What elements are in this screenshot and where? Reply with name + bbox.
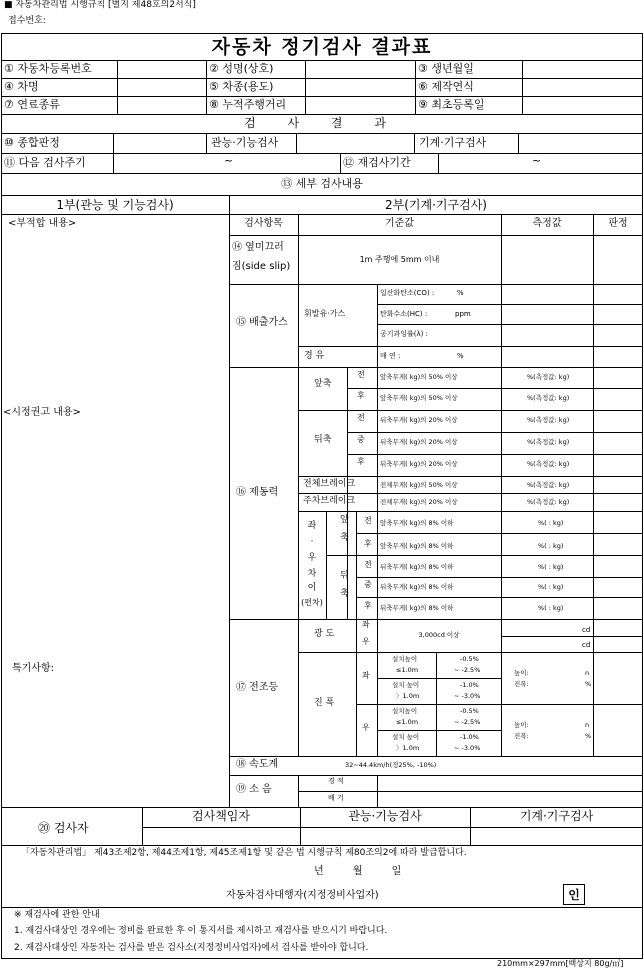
aim-r-height-unit: n <box>585 721 590 729</box>
lum-unit-2: cd <box>582 641 591 649</box>
field-model-year: ⑥ 제작연식 <box>418 80 474 93</box>
aim-right: 우 <box>362 723 370 732</box>
hc-unit: ppm <box>455 310 471 318</box>
seal-stamp: 인 <box>563 884 585 905</box>
std-rear-3: 뒤축무게( kg)의 20% 이상 <box>380 460 458 468</box>
lr-std-1: 앞축무게( kg)의 8% 이하 <box>380 519 454 527</box>
field-first-registration: ⑨ 최초등록일 <box>418 98 485 111</box>
next-inspection-tilde: ~ <box>224 154 234 167</box>
field-birth-date: ③ 생년월일 <box>418 62 474 75</box>
aim-r-h1a: 설치높이 <box>392 707 418 715</box>
part1-heading: 1부(관능 및 기능검사) <box>56 198 174 212</box>
lum-standard: 3,000cd 이상 <box>418 631 460 639</box>
std-rear-2: 뒤축무게( kg)의 20% 이상 <box>380 438 458 446</box>
col-standard: 기준값 <box>385 218 414 229</box>
parking-brake-std: 전체무게( kg)의 20% 이상 <box>380 498 458 506</box>
meas-rear-1: %(측정값: kg) <box>527 416 570 424</box>
chief-inspector-label: 검사책임자 <box>192 809 250 823</box>
issuer-label: 자동차검사대행자(지정정비사업자) <box>226 890 379 901</box>
sideslip-label: ⑭ 옆미끄러 <box>232 242 284 253</box>
lr-rear-axle-label-2: 축 <box>340 589 349 599</box>
sideslip-label-2: 짐(side slip) <box>232 261 291 272</box>
speedometer-label: ⑱ 속도계 <box>236 759 279 770</box>
lr-deviation: (편차) <box>301 598 323 607</box>
issuance-statement: 「자동차관리법」 제43조제2항, 제44조제1항, 제45조제1항 및 같은 법 시행규칙 제80조의2에 따라 발급합니다. <box>21 848 467 858</box>
meas-front-1: %(측정값: kg) <box>527 373 570 381</box>
total-brake-std: 전체무게( kg)의 50% 이상 <box>380 481 458 489</box>
field-vehicle-type: ⑤ 차종(용도) <box>209 80 274 93</box>
issue-date: 년 월 일 <box>314 866 402 877</box>
field-vehicle-name: ④ 차명 <box>4 80 39 93</box>
aim-r-h1b: ≤1.0m <box>396 718 419 726</box>
exhaust-noise-label: 배 기 <box>328 794 344 802</box>
aim-l-amp: 진폭: <box>514 680 529 688</box>
smoke-label: 매 연 : <box>380 352 401 360</box>
rear-axle-label: 뒤축 <box>314 435 332 445</box>
speedometer-standard: 32~44.4km/h(정25%, -10%) <box>345 761 437 769</box>
lum-left: 좌 <box>362 620 370 629</box>
aim-l-h1a: 설치높이 <box>392 655 418 663</box>
co-label: 일산화탄소(CO) : <box>380 289 435 297</box>
col-item: 검사항목 <box>244 218 283 229</box>
field-owner-name: ② 성명(상호) <box>209 62 274 75</box>
reinspection-period-label: ⑫ 재검사기간 <box>343 156 411 169</box>
aim-l-r2a: -1.0% <box>460 681 479 689</box>
aim-r-r1b: ~ -2.5% <box>454 718 481 726</box>
aim-left: 좌 <box>362 671 370 680</box>
lr-meas-5: %( : kg) <box>538 604 564 612</box>
lr-diff: 차 <box>307 569 317 579</box>
lr-meas-4: %( : kg) <box>538 583 564 591</box>
lr-front-axle-label: 앞 <box>340 515 349 525</box>
pos-mid: 중 <box>357 435 365 444</box>
lr-pos-2: 후 <box>364 539 372 548</box>
lr-pos-5: 후 <box>364 601 372 610</box>
brake-label: ⑯ 제동력 <box>236 487 279 498</box>
lr-front-axle-label-2: 축 <box>340 533 349 543</box>
machine-label: 기계·기구검사 <box>419 136 487 149</box>
aim-l-height-unit: n <box>585 669 590 677</box>
lr-std-4: 뒤축무게( kg)의 8% 이하 <box>380 583 454 591</box>
visual-function-label: 관능·기능검사 <box>211 136 279 149</box>
total-brake-label: 전체브레이크 <box>303 479 356 489</box>
overall-judgment-label: ⑩ 종합판정 <box>4 136 60 149</box>
aim-l-r2b: ~ -3.0% <box>454 692 481 700</box>
lum-right: 우 <box>362 637 370 646</box>
lr-meas-2: %( : kg) <box>538 542 564 550</box>
lr-pos-3: 전 <box>364 560 372 569</box>
col-measured: 측정값 <box>532 218 562 229</box>
luminance-label: 광 도 <box>314 629 335 639</box>
lr-meas-3: %( : kg) <box>538 563 564 571</box>
meas-rear-3: %(측정값: kg) <box>527 460 570 468</box>
notice-item-1: 1. 재검사대상인 경우에는 정비를 완료한 후 이 통지서를 제시하고 재검사를 받으시기 바랍니다. <box>14 926 388 936</box>
parking-brake-meas: %(측정값: kg) <box>527 498 570 506</box>
meas-rear-2: %(측정값: kg) <box>527 438 570 446</box>
aim-r-amp-unit: % <box>585 732 592 740</box>
parking-brake-label: 주차브레이크 <box>303 496 356 506</box>
notice-heading: ※ 재검사에 관한 안내 <box>14 910 100 920</box>
smoke-unit: % <box>457 352 464 360</box>
emission-label: ⑮ 배출가스 <box>236 317 288 328</box>
aim-r-r1a: -0.5% <box>460 707 479 715</box>
aim-r-h2b: 〉1.0m <box>396 744 420 752</box>
aim-l-amp-unit: % <box>585 680 592 688</box>
std-front-1: 앞축무게( kg)의 50% 이상 <box>380 373 458 381</box>
lr-std-2: 앞축무게( kg)의 8% 이하 <box>380 542 454 550</box>
part2-heading: 2부(기계·기구검사) <box>385 198 487 212</box>
detail-heading: ⑬ 세부 검사내용 <box>281 177 363 190</box>
inspector-label: ⑳ 검사자 <box>38 821 89 835</box>
aim-label: 진 폭 <box>314 698 335 708</box>
aim-l-r1b: ~ -2.5% <box>454 666 481 674</box>
field-fuel-type: ⑦ 연료종류 <box>4 98 60 111</box>
horn-label: 경 적 <box>328 777 344 785</box>
next-inspection-label: ⑪ 다음 검사주기 <box>4 156 86 169</box>
aim-r-h2a: 설치 높이 <box>392 733 420 741</box>
lr-std-3: 뒤축무게( kg)의 8% 이하 <box>380 563 454 571</box>
pos-front: 전 <box>357 370 365 379</box>
pos-rear-2: 후 <box>357 457 365 466</box>
std-front-2: 앞축무게( kg)의 50% 이상 <box>380 394 458 402</box>
lr-rear-axle-label: 뒤 <box>340 571 349 581</box>
hc-label: 탄화수소(HC) : <box>380 310 428 318</box>
co-unit: % <box>457 289 464 297</box>
notice-item-2: 2. 재검사대상인 자동차는 검사를 받은 검사소(지정정비사업자)에서 검사를 받아야 합니다. <box>14 943 369 953</box>
lr-left: 좌 <box>307 521 317 531</box>
gasoline-label: 휘발유·가스 <box>304 309 346 318</box>
aim-r-r2a: -1.0% <box>460 733 479 741</box>
inspector-visual-label: 관능·기능검사 <box>348 809 422 823</box>
lr-dot: · <box>310 537 314 547</box>
lr-std-5: 뒤축무게( kg)의 8% 이하 <box>380 604 454 612</box>
meas-front-2: %(측정값: kg) <box>527 394 570 402</box>
aim-l-h2b: 〉1.0m <box>396 692 420 700</box>
nonconformity-label: <부적합 내용> <box>8 218 77 229</box>
special-notes-label: 특기사항: <box>12 663 55 674</box>
pos-front-2: 전 <box>357 413 365 422</box>
aim-r-r2b: ~ -3.0% <box>454 744 481 752</box>
headlamp-label: ⑰ 전조등 <box>236 682 279 693</box>
total-brake-meas: %(측정값: kg) <box>527 481 570 489</box>
reinspection-tilde: ~ <box>532 154 542 167</box>
aim-l-h2a: 설치 높이 <box>392 681 420 689</box>
paper-spec: 210mm×297mm[백상지 80g/㎡] <box>497 959 624 968</box>
lr-pos-1: 전 <box>364 516 372 525</box>
result-heading: 검 사 결 과 <box>244 116 400 130</box>
lum-unit-1: cd <box>582 626 591 634</box>
aim-r-amp: 진폭: <box>514 732 529 740</box>
diesel-label: 경 유 <box>304 351 325 361</box>
aim-l-h1b: ≤1.0m <box>396 666 419 674</box>
correction-label: <시정권고 내용> <box>3 407 81 418</box>
field-mileage: ⑧ 누적주행거리 <box>209 98 287 111</box>
lr-right: 우 <box>307 553 317 563</box>
lr-pos-4: 중 <box>364 580 372 589</box>
aim-l-height: 높이: <box>514 669 529 677</box>
pos-rear: 후 <box>357 391 365 400</box>
std-rear-1: 뒤축무게( kg)의 20% 이상 <box>380 416 458 424</box>
field-registration-number: ① 자동차등록번호 <box>4 62 92 75</box>
front-axle-label: 앞축 <box>314 379 332 389</box>
aim-r-height: 높이: <box>514 721 529 729</box>
receipt-number-label: 접수번호: <box>8 16 46 26</box>
lambda-label: 공기과잉률(λ) : <box>380 330 428 338</box>
lr-meas-1: %( : kg) <box>538 519 564 527</box>
noise-label: ⑲ 소 음 <box>236 784 272 795</box>
form-title: 자동차 정기검사 결과표 <box>211 36 433 58</box>
law-reference: ■ 자동차관리법 시행규칙 [별지 제48호의2서식] <box>4 0 196 10</box>
col-judgment: 판정 <box>608 218 628 229</box>
aim-l-r1a: -0.5% <box>460 655 479 663</box>
sideslip-standard: 1m 주행에 5mm 이내 <box>359 255 440 264</box>
inspector-machine-label: 기계·기구검사 <box>519 809 594 823</box>
lr-yi: 이 <box>307 583 317 593</box>
